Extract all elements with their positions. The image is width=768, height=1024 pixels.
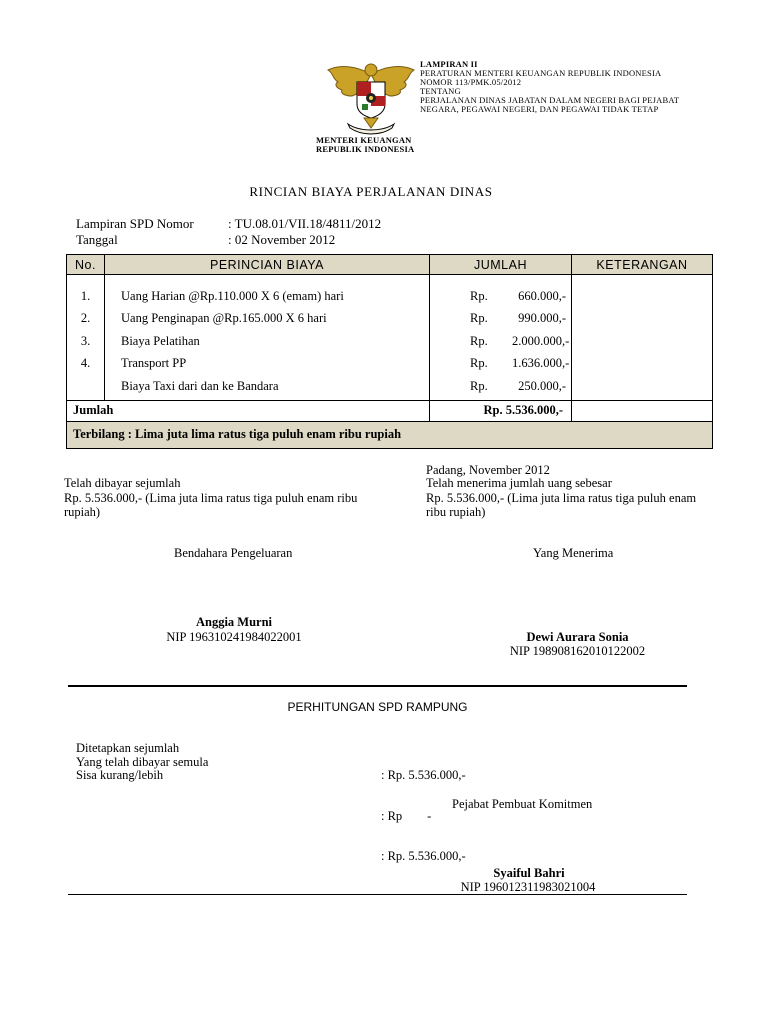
- row-no: [67, 375, 104, 398]
- row-no: 4.: [80, 356, 91, 371]
- emblem-caption-line1: MENTERI KEUANGAN: [316, 135, 412, 145]
- header-keterangan: KETERANGAN: [572, 255, 713, 275]
- total-value: Rp. 5.536.000,-: [430, 400, 572, 421]
- total-row: [67, 400, 713, 421]
- payer-statement: [64, 476, 404, 520]
- row-no: 2.: [80, 311, 91, 326]
- officer-nip: NIP 196012311983021004: [460, 880, 596, 894]
- calc-value: : Rp. 5.536.000,-: [381, 849, 466, 863]
- receiver-role: Yang Menerima: [533, 546, 614, 560]
- emblem-caption: [316, 136, 428, 154]
- calc-label: Sisa kurang/lebih: [76, 768, 164, 782]
- calc-label: Ditetapkan sejumlah: [76, 741, 180, 755]
- payer-line1: Telah dibayar sejumlah: [64, 476, 181, 490]
- amount-value: 2.000.000,-: [512, 333, 570, 348]
- receiver-nip: NIP 198908162010122002: [509, 644, 646, 658]
- calc-value: : Rp -: [381, 808, 432, 823]
- desc-column: [105, 275, 430, 401]
- keterangan-column: [572, 275, 713, 401]
- terbilang-row: [67, 421, 713, 448]
- row-amount: [430, 353, 571, 376]
- calc-label: Yang telah dibayar semula: [76, 754, 209, 769]
- treasurer-nip: NIP 196310241984022001: [166, 630, 302, 644]
- document-title: RINCIAN BIAYA PERJALANAN DINAS: [249, 184, 493, 199]
- row-amount: [430, 375, 571, 398]
- row-desc: Biaya Taxi dari dan ke Bandara: [121, 378, 279, 393]
- table-header-row: [67, 255, 713, 275]
- row-desc: Biaya Pelatihan: [121, 333, 200, 348]
- lampiran-block: [420, 60, 720, 114]
- amount-value: 990.000,-: [518, 311, 566, 326]
- payer-line2: Rp. 5.536.000,- (Lima juta lima ratus tiga puluh enam ribu: [64, 490, 358, 505]
- cost-table: [66, 254, 713, 449]
- bottom-divider: [68, 894, 687, 895]
- treasurer-role: Bendahara Pengeluaran: [174, 546, 293, 560]
- place-date: Padang, November 2012: [426, 463, 550, 477]
- date-label: Tanggal: [76, 232, 118, 247]
- amount-value: 1.636.000,-: [512, 356, 570, 371]
- amount-value: 250.000,-: [518, 378, 566, 393]
- row-no: 3.: [80, 333, 91, 348]
- row-amount: [430, 285, 571, 308]
- officer-role: Pejabat Pembuat Komitmen: [452, 797, 593, 811]
- receiver-name: Dewi Aurara Sonia: [526, 630, 629, 644]
- subject-line2: NEGARA, PEGAWAI NEGERI, DAN PEGAWAI TIDAK TETAP: [420, 104, 659, 114]
- total-keterangan: [572, 400, 713, 421]
- nomor-line: NOMOR 113/PMK.05/2012: [420, 77, 522, 87]
- lampiran-title: LAMPIRAN II: [420, 59, 478, 69]
- rp-label: Rp.: [470, 333, 488, 348]
- terbilang-text: Terbilang : Lima juta lima ratus tiga puluh enam ribu rupiah: [67, 421, 713, 448]
- rp-label: Rp.: [470, 288, 488, 303]
- row-desc: Uang Penginapan @Rp.165.000 X 6 hari: [121, 311, 327, 326]
- spd-label: Lampiran SPD Nomor: [76, 216, 194, 231]
- treasurer-name: Anggia Murni: [195, 615, 273, 629]
- calc-value: : Rp. 5.536.000,-: [381, 768, 466, 782]
- rp-label: Rp.: [470, 356, 488, 371]
- section-divider: [68, 685, 687, 687]
- garuda-emblem: [326, 60, 416, 136]
- subject-line1: PERJALANAN DINAS JABATAN DALAM NEGERI BAGI PEJABAT: [420, 95, 680, 105]
- date-value: : 02 November 2012: [228, 232, 336, 247]
- header-perincian: PERINCIAN BIAYA: [105, 255, 430, 275]
- total-label: Jumlah: [67, 400, 430, 421]
- amount-column: [430, 275, 572, 401]
- peraturan-line: PERATURAN MENTERI KEUANGAN REPUBLIK INDONESIA: [420, 68, 662, 78]
- receiver-line3: ribu rupiah): [426, 505, 486, 519]
- amount-value: 660.000,-: [518, 288, 566, 303]
- row-desc: Transport PP: [121, 356, 187, 371]
- row-desc: Uang Harian @Rp.110.000 X 6 (emam) hari: [121, 288, 344, 303]
- payer-line3: rupiah): [64, 505, 101, 519]
- no-column: [67, 275, 105, 401]
- row-no: 1.: [80, 288, 91, 303]
- header-jumlah: JUMLAH: [430, 255, 572, 275]
- calculation-labels: [76, 742, 208, 783]
- rp-label: Rp.: [470, 378, 488, 393]
- row-amount: [430, 330, 571, 353]
- rp-label: Rp.: [470, 311, 488, 326]
- header-no: No.: [67, 255, 105, 275]
- table-body-row: [67, 275, 713, 401]
- officer-name: Syaiful Bahri: [493, 866, 565, 880]
- tentang-line: TENTANG: [420, 86, 461, 96]
- spd-value: : TU.08.01/VII.18/4811/2012: [228, 216, 382, 231]
- emblem-caption-line2: REPUBLIK INDONESIA: [316, 144, 415, 154]
- receiver-line1: Telah menerima jumlah uang sebesar: [426, 476, 612, 490]
- row-amount: [430, 308, 571, 331]
- calculation-title: PERHITUNGAN SPD RAMPUNG: [287, 700, 468, 714]
- receiver-line2: Rp. 5.536.000,- (Lima juta lima ratus tiga puluh enam: [426, 490, 697, 505]
- receiver-statement: [426, 476, 746, 520]
